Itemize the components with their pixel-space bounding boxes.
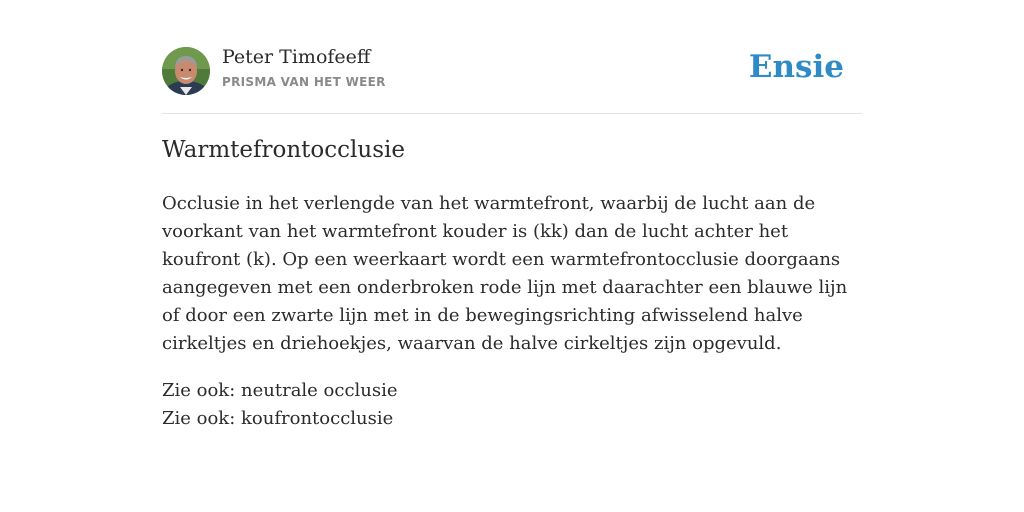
see-also-item [162,405,398,433]
see-also-prefix: Zie ook: [162,380,242,401]
brand-logo[interactable]: Ensie [748,49,844,85]
article-body: Occlusie in het verlengde van het warmtefront, waarbij de lucht aan de voorkant van het warmtefront kouder is (kk) dan de lucht achter het koufront (k). Op een weerkaart wordt een warmtefrontocclusie doorgaans aangegeven met een onderbroken rode lijn met daarachter een blauwe lijn of door een zwarte lijn met in de bewegingsrichting afwisselend halve cirkeltjes en driehoekjes, waarvan de halve cirkeltjes zijn opgevuld. [162,193,848,354]
author-avatar[interactable] [162,47,210,95]
see-also-link[interactable]: neutrale occlusie [241,380,398,401]
author-name[interactable]: Peter Timofeeff [222,46,371,68]
author-subtitle[interactable]: PRISMA VAN HET WEER [222,75,386,89]
article-card [162,0,862,429]
article-header [162,0,862,114]
see-also-item [162,377,398,405]
author-photo [162,47,210,95]
article-title: Warmtefrontocclusie [162,137,405,163]
see-also-prefix: Zie ook: [162,408,242,429]
see-also-link[interactable]: koufrontocclusie [241,408,394,429]
see-also-list [162,377,398,433]
